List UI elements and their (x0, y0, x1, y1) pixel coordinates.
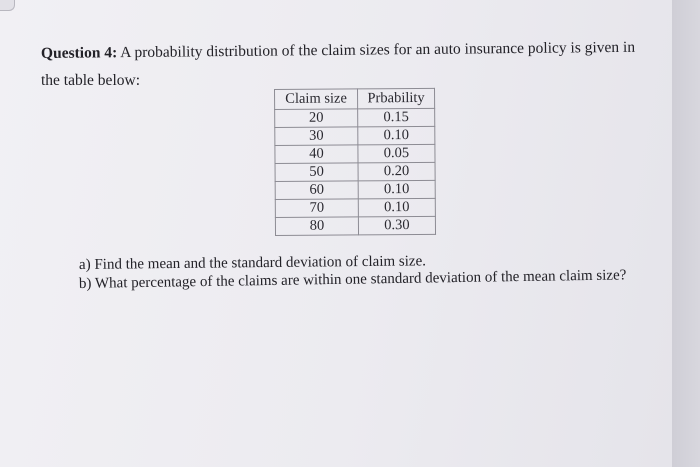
claim-size-cell: 60 (275, 181, 358, 200)
claim-size-cell: 30 (275, 127, 358, 146)
question-text-line2: the table below: (41, 72, 140, 89)
paper-edge-shadow (672, 0, 700, 467)
probability-cell: 0.10 (358, 198, 435, 217)
claim-size-cell: 40 (275, 145, 358, 164)
probability-cell: 0.15 (358, 108, 435, 127)
claim-probability-table (274, 88, 436, 236)
table-row (275, 216, 435, 235)
part-b-question: b) What percentage of the claims are within one standard deviation of the mean claim size? (78, 267, 627, 292)
corner-fold (0, 0, 15, 11)
table-row (275, 126, 435, 145)
header-probability: Prbability (358, 88, 435, 109)
table-row (275, 198, 435, 217)
table-row (275, 180, 435, 199)
probability-cell: 0.30 (358, 216, 435, 235)
table-header-row (275, 88, 435, 109)
header-claim-size: Claim size (275, 89, 358, 110)
table-row (275, 144, 435, 163)
question-label: Question 4: (40, 44, 118, 62)
claim-size-cell: 80 (275, 217, 358, 236)
probability-cell: 0.05 (358, 144, 435, 163)
table-row (275, 162, 435, 181)
question-text: A probability distribution of the claim sizes for an auto insurance policy is given in (117, 38, 636, 62)
claim-size-cell: 20 (275, 109, 358, 128)
claim-size-cell: 70 (275, 199, 358, 218)
claim-size-cell: 50 (275, 163, 358, 182)
table-row (275, 108, 435, 127)
probability-cell: 0.10 (358, 126, 435, 145)
probability-cell: 0.10 (358, 180, 435, 199)
part-a-question: a) Find the mean and the standard deviation of claim size. (78, 253, 427, 273)
probability-cell: 0.20 (358, 162, 435, 181)
